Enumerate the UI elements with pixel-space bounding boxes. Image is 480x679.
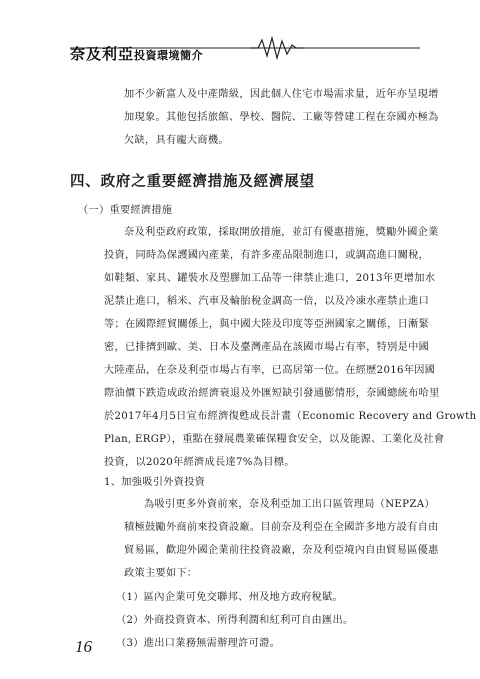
item1-line: 積極鼓勵外商前來投資設廠。目前奈及利亞在全國許多地方設有自由 xyxy=(124,522,439,533)
body-line: 等；在國際經貿關係上，與中國大陸及印度等亞洲國家之關係，日漸緊 xyxy=(104,319,430,330)
body-line: 投資，以2020年經濟成長達7%為目標。 xyxy=(104,457,295,468)
body-line: 大陸產品，在奈及利亞市場占有率，已高居第一位。在經歷2016年因國 xyxy=(104,365,436,376)
body-line: 泥禁止進口，稻米、汽車及輪胎稅金調高一倍，以及冷凍水產禁止進口 xyxy=(104,296,430,307)
body-line: 密，已排擠到歐、美、日本及臺灣產品在該國市場占有率，特別是中國 xyxy=(104,342,430,353)
body-line: Plan, ERGP），重點在發展農業確保糧食安全，以及能源、工業化及社會 xyxy=(104,434,445,445)
body-line: 於2017年4月5日宣布經濟復甦成長計畫（Economic Recovery and Growth xyxy=(104,411,477,422)
item1-line: 為吸引更多外資前來，奈及利亞加工出口區管理局（NEPZA） xyxy=(144,499,435,510)
body-line: 投資，同時為保護國內產業，有許多產品限制進口，或調高進口關稅， xyxy=(104,250,430,261)
body-line: 奈及利亞政府政策，採取開放措施，並訂有優惠措施，獎勵外國企業 xyxy=(124,227,439,238)
policy-item: （2）外商投資資本、所得利潤和紅利可自由匯出。 xyxy=(116,615,354,626)
page-number: 16 xyxy=(75,637,92,656)
header-title xyxy=(70,43,203,64)
intro-line: 欠缺，具有龐大商機。 xyxy=(124,135,229,146)
running-header xyxy=(70,36,420,72)
intro-line: 加現象。其他包括旅館、學校、醫院、工廠等營建工程在奈國亦極為 xyxy=(124,112,439,123)
intro-line: 加不少新富人及中產階級，因此個人住宅市場需求量，近年亦呈現增 xyxy=(124,89,439,100)
header-title-main: 奈及利亞 xyxy=(70,45,135,63)
body-line: 際油價下跌造成政治經濟衰退及外匯短缺引發通膨情形，奈國總統布哈里 xyxy=(104,388,440,399)
subsection-heading: （一）重要經濟措施 xyxy=(78,205,173,216)
policy-item: （1）區內企業可免交聯邦、州及地方政府稅賦。 xyxy=(116,592,344,603)
item1-heading: 1、加強吸引外資投資 xyxy=(104,477,206,488)
policy-item: （3）進出口業務無需辦理許可證。 xyxy=(116,638,281,649)
section-title: 四、政府之重要經濟措施及經濟展望 xyxy=(70,173,315,190)
item1-line: 政策主要如下： xyxy=(124,568,198,579)
header-title-sub: 投資環境簡介 xyxy=(134,49,204,62)
item1-line: 貿易區，歡迎外國企業前往投資設廠，奈及利亞境內自由貿易區優惠 xyxy=(124,545,439,556)
body-line: 如鞋類、家具、罐裝水及塑膠加工品等一律禁止進口，2013年更增加水 xyxy=(104,273,436,284)
